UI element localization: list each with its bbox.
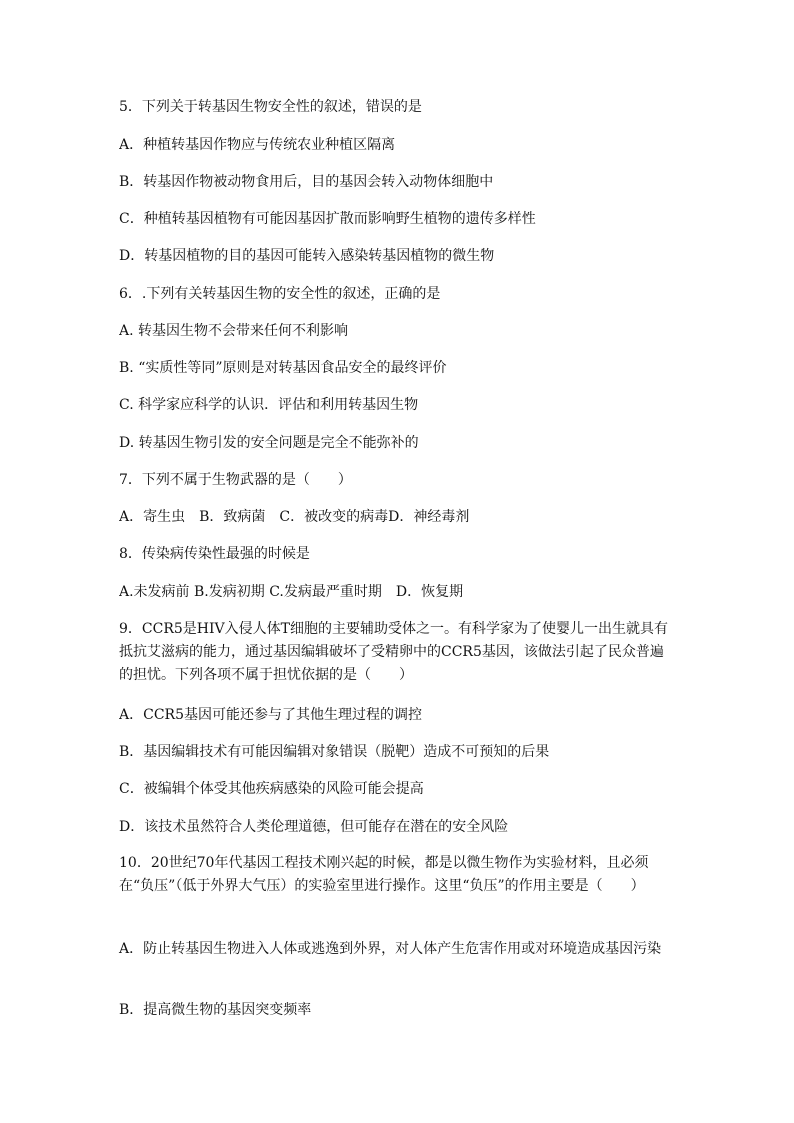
question-9-option-d: D．该技术虽然符合人类伦理道德，但可能存在潜在的安全风险 (119, 819, 509, 835)
question-5-stem: 5．下列关于转基因生物安全性的叙述，错误的是 (119, 99, 422, 115)
question-6-option-b: B. “实质性等同”原则是对转基因食品安全的最终评价 (119, 360, 447, 376)
question-6-stem: 6．.下列有关转基因生物的安全性的叙述，正确的是 (119, 286, 441, 302)
question-9-option-a: A．CCR5基因可能还参与了其他生理过程的调控 (119, 707, 422, 723)
question-8-stem: 8．传染病传染性最强的时候是 (119, 546, 310, 562)
question-10-option-b: B．提高微生物的基因突变频率 (119, 1002, 312, 1018)
question-5-option-c: C．种植转基因植物有可能因基因扩散而影响野生植物的遗传多样性 (119, 211, 536, 227)
question-9-option-b: B．基因编辑技术有可能因编辑对象错误（脱靶）造成不可预知的后果 (119, 744, 550, 760)
question-5-option-b: B．转基因作物被动物食用后，目的基因会转入动物体细胞中 (119, 174, 494, 190)
question-6-option-c: C. 科学家应科学的认识．评估和利用转基因生物 (119, 397, 419, 413)
question-9-stem: 9．CCR5是HIV入侵人体T细胞的主要辅助受体之一。有科学家为了使婴儿一出生就具有抵抗艾滋病的能力，通过基因编辑破坏了受精卵中的CCR5基因，该做法引起了民众普遍的担忧。下列各项不属于担忧依据的是（ ） (119, 621, 668, 683)
question-9-option-c: C．被编辑个体受其他疾病感染的风险可能会提高 (119, 781, 424, 797)
question-5-option-d: D．转基因植物的目的基因可能转入感染转基因植物的微生物 (119, 248, 495, 264)
question-6-option-a: A. 转基因生物不会带来任何不利影响 (119, 323, 349, 339)
question-7-options: A．寄生虫 B．致病菌 C．被改变的病毒D．神经毒剂 (119, 509, 470, 525)
question-10-option-a: A．防止转基因生物进入人体或逃逸到外界，对人体产生危害作用或对环境造成基因污染 (119, 941, 662, 957)
question-7-stem: 7．下列不属于生物武器的是（ ） (119, 472, 352, 488)
question-10-stem: 10．20世纪70年代基因工程技术刚兴起的时候，都是以微生物作为实验材料，且必须在“负压”（低于外界大气压）的实验室里进行操作。这里“负压”的作用主要是（ ） (119, 855, 649, 894)
question-6-option-d: D. 转基因生物引发的安全问题是完全不能弥补的 (119, 435, 419, 451)
question-5-option-a: A．种植转基因作物应与传统农业种植区隔离 (119, 137, 396, 153)
question-8-options: A.未发病前 B.发病初期 C.发病最严重时期 D．恢复期 (119, 584, 464, 600)
